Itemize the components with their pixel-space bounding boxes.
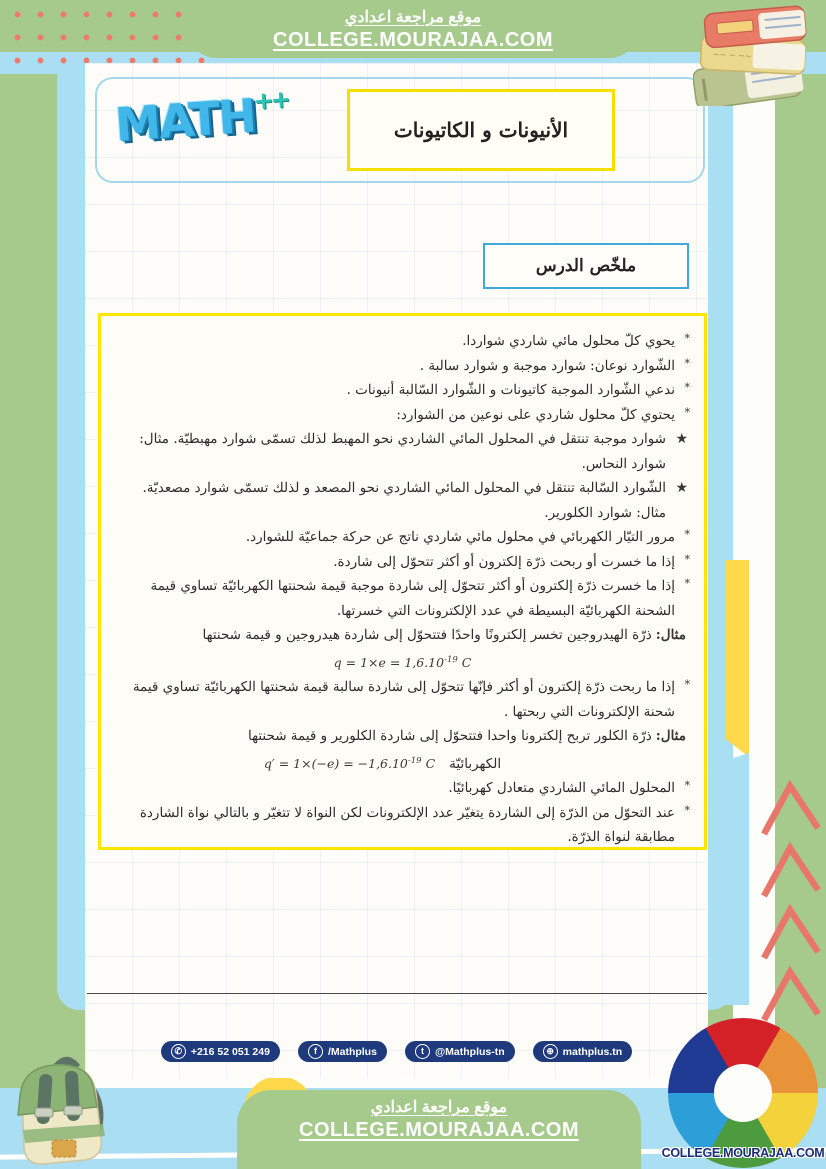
document-title-box [347, 89, 615, 171]
summary-line [117, 801, 688, 850]
summary-line [117, 476, 688, 525]
bullet-mark: * [684, 528, 690, 541]
brand-wordmark[interactable]: COLLEGE.MOURAJAA.COM [661, 1146, 825, 1160]
summary-text: الشّوارد السّالبة تنتقل في المحلول المائي الشاردي نحو المصعد و لذلك تسمّى شوارد مصعديّة. مثال: شوارد الكلورير. [142, 480, 666, 521]
phone-number: +216 52 051 249 [190, 1045, 270, 1058]
right-blue-ribbon [726, 753, 749, 1005]
site-url[interactable]: COLLEGE.MOURAJAA.COM [273, 29, 553, 51]
example-label: مثال: [655, 627, 686, 643]
summary-text: يحوي كلّ محلول مائي شاردي شواردا. [462, 333, 675, 349]
summary-text: ذرّة الهيدروجين تخسر إلكترونًا واحدًا فتتحوّل إلى شاردة هيدروجين و قيمة شحنتها [202, 627, 652, 643]
summary-line [117, 378, 688, 403]
whatsapp-pill[interactable] [161, 1041, 280, 1062]
site-name-arabic[interactable]: موقع مراجعة اعدادي [344, 9, 482, 26]
mathplus-logo-text: MATH [113, 88, 257, 152]
example-line [117, 623, 688, 648]
bullet-mark: * [684, 552, 690, 566]
bullet-mark: * [684, 405, 690, 419]
example-line [117, 724, 688, 749]
bullet-mark: * [684, 577, 690, 590]
globe-icon: ⊕ [543, 1044, 558, 1059]
dot-pattern [0, 0, 208, 64]
formula-arabic-label: الكهربائيّة [449, 755, 502, 772]
summary-text: إذا ما خسرت ذرّة إلكترون أو أكثر تتحوّل إلى شاردة موجبة قيمة شحنتها الكهربائيّة تساوي قيمة الشحنة الكهربائيّة البسيطة في عدد الإلكترونات التي خسرتها. [150, 578, 675, 619]
summary-line [117, 675, 688, 724]
mathplus-logo-plus: ++ [252, 85, 289, 116]
twitter-handle: @Mathplus-tn [434, 1045, 505, 1058]
summary-line [117, 776, 688, 801]
svg-text:~~ ~ ~~: ~~ ~ ~~ [712, 49, 752, 61]
horizontal-divider [87, 993, 707, 994]
formula-q-prime-math: $q' = 1\times(-e) = -1,6.10^{-19}$ C [263, 755, 436, 771]
whatsapp-icon: ✆ [171, 1044, 186, 1059]
summary-text: إذا ما خسرت أو ربحت ذرّة إلكترون أو أكثر تتحوّل إلى شاردة. [333, 553, 675, 570]
summary-line [117, 403, 688, 428]
bullet-mark: * [684, 803, 690, 817]
summary-line [117, 427, 688, 476]
facebook-pill[interactable] [298, 1041, 387, 1062]
document-page [85, 63, 708, 1078]
summary-line [117, 354, 688, 379]
facebook-handle: /Mathplus [327, 1045, 377, 1058]
summary-line [117, 525, 688, 550]
top-site-banner [187, 0, 639, 58]
summary-text: مرور التيّار الكهربائي في محلول مائي شاردي ناتج عن حركة جماعيّة للشوارد. [245, 529, 675, 545]
summary-line [117, 574, 688, 623]
lesson-summary-box [483, 243, 689, 289]
twitter-icon: t [415, 1044, 430, 1059]
summary-line [117, 329, 688, 354]
summary-text: إذا ما ربحت ذرّة إلكترون أو أكثر فإنّها تتحوّل إلى شاردة سالبة قيمة شحنتها الكهربائيّة تساوي قيمة شحنة الإلكترونات التي ربحتها . [132, 679, 675, 720]
summary-text: شوارد موجبة تنتقل في المحلول المائي الشاردي نحو المهبط لذلك تسمّى شوارد مهبطيّة. مثال: شوارد النحاس. [139, 431, 666, 472]
summary-content-box [98, 313, 707, 850]
social-links-row [85, 1041, 708, 1062]
bullet-mark: * [684, 381, 690, 394]
summary-text: المحلول المائي الشاردي متعادل كهربائيًا. [448, 780, 675, 797]
right-yellow-ribbon [726, 560, 749, 757]
books-stack-icon [693, 2, 823, 111]
bullet-mark: * [684, 356, 690, 370]
summary-text: يحتوي كلّ محلول شاردي على نوعين من الشوارد: [396, 406, 675, 423]
summary-line [117, 550, 688, 575]
bullet-mark: * [684, 779, 690, 793]
website-pill[interactable] [533, 1041, 633, 1062]
bullet-mark: * [684, 678, 690, 692]
twitter-pill[interactable] [405, 1041, 515, 1062]
website-url: mathplus.tn [562, 1045, 623, 1058]
bullet-mark: * [684, 332, 690, 345]
summary-text: ندعي الشّوارد الموجبة كاتيونات و الشّوارد السّالبة أنيونات . [346, 382, 675, 398]
backpack-icon [2, 1042, 127, 1169]
lesson-summary-title: ملخّص الدرس [535, 256, 637, 276]
summary-text: الشّوارد نوعان: شوارد موجبة و شوارد سالبة . [419, 357, 675, 374]
star-bullet-mark: ★ [675, 431, 688, 447]
formula-q-math: $q = 1\times e = 1,6.10^{-19}$ C [333, 654, 472, 670]
footer-site-url[interactable]: COLLEGE.MOURAJAA.COM [299, 1119, 579, 1141]
footer-site-banner [237, 1090, 641, 1169]
summary-text: ذرّة الكلور تربح إلكترونا واحدا فتتحوّل إلى شاردة الكلورير و قيمة شحنتها [248, 728, 652, 745]
star-bullet-mark: ★ [675, 480, 688, 496]
summary-text: عند التحوّل من الذرّة إلى الشاردة يتغيّر عدد الإلكترونات لكن النواة لا تتغيّر و بالتالي نواة الشاردة مطابقة لنواة الذرّة. [139, 804, 675, 846]
formula-q [117, 648, 688, 676]
document-title: الأنيونات و الكاتيونات [393, 118, 569, 142]
formula-q-prime [117, 749, 688, 777]
example-label: مثال: [655, 728, 686, 745]
footer-site-name-arabic[interactable]: موقع مراجعة اعدادي [370, 1099, 508, 1116]
facebook-icon: f [308, 1044, 323, 1059]
